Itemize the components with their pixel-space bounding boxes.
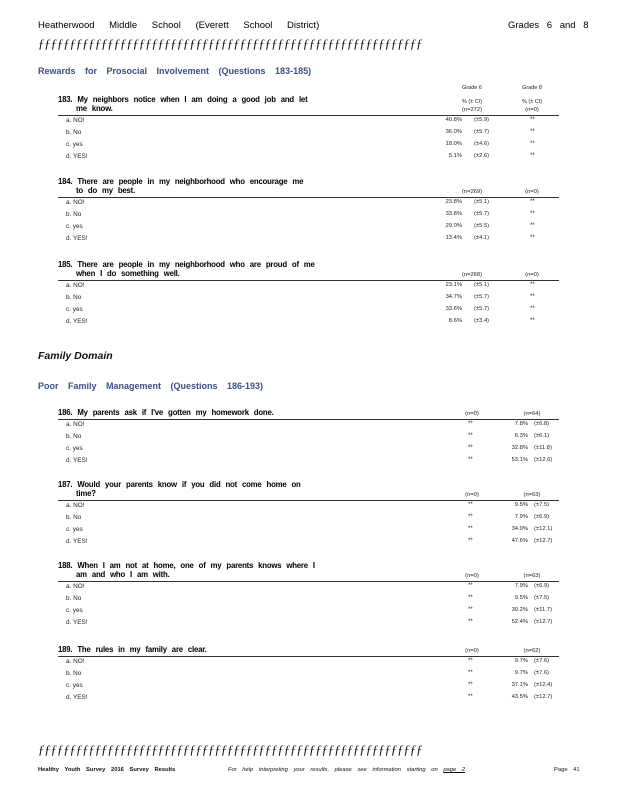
answer-option-label: c. yes — [66, 445, 83, 452]
grades-header: Grades 6 and 8 — [508, 20, 589, 31]
grade8-suppressed: ** — [530, 235, 535, 241]
grade8-percent: 9.5% — [514, 502, 528, 508]
sample-size-grade6: (n=269) — [461, 189, 483, 195]
grade8-ci: (±11.7) — [534, 607, 552, 613]
sample-size-grade8: (n=63) — [523, 573, 541, 579]
grade8-suppressed: ** — [530, 318, 535, 324]
grade8-ci: (±6.9) — [534, 583, 550, 589]
grade6-ci: (±5.7) — [474, 306, 490, 312]
answer-option-label: c. yes — [66, 682, 83, 689]
grade8-suppressed: ** — [530, 141, 535, 147]
answer-option-label: c. yes — [66, 306, 83, 313]
question-text-cont: when I do something well. — [76, 269, 180, 278]
question-text: 188. When I am not at home, one of my parents knows where I — [58, 561, 315, 570]
question-divider — [58, 197, 559, 198]
grade6-suppressed: ** — [468, 583, 473, 589]
school-header: Heatherwood Middle School (Everett School District) — [38, 20, 320, 31]
footer-help-label: For help interpreting your results, please see information starting on — [228, 767, 438, 773]
grade6-suppressed: ** — [468, 538, 473, 544]
grade8-percent: 47.6% — [511, 538, 528, 544]
answer-option-label: b. No — [66, 129, 82, 136]
grade8-suppressed: ** — [530, 129, 535, 135]
grade6-ci: (±5.7) — [474, 211, 490, 217]
grade8-ci: (±6.1) — [534, 433, 550, 439]
answer-option-label: c. yes — [66, 223, 83, 230]
answer-option-label: b. No — [66, 595, 82, 602]
grade6-percent: 33.6% — [445, 306, 462, 312]
grade6-percent: 36.0% — [445, 129, 462, 135]
sample-size-grade8: (n=62) — [523, 648, 541, 654]
col-header-grade8: Grade 8 — [522, 85, 542, 91]
answer-option-label: d. YES! — [66, 694, 88, 701]
grade8-percent: 9.7% — [514, 670, 528, 676]
section-title-rewards: Rewards for Prosocial Involvement (Questions 183-185) — [38, 66, 312, 76]
answer-option-label: d. YES! — [66, 538, 88, 545]
grade6-suppressed: ** — [468, 502, 473, 508]
grade6-percent: 33.8% — [445, 211, 462, 217]
grade8-suppressed: ** — [530, 294, 535, 300]
grade6-ci: (±5.9) — [474, 117, 490, 123]
grade8-percent: 32.8% — [511, 445, 528, 451]
answer-option-label: a. NO! — [66, 199, 85, 206]
answer-option-label: c. yes — [66, 141, 83, 148]
question-text-cont: time? — [76, 489, 96, 498]
grade8-ci: (±11.8) — [534, 445, 552, 451]
question-divider — [58, 500, 559, 501]
grade6-suppressed: ** — [468, 658, 473, 664]
grade6-suppressed: ** — [468, 421, 473, 427]
sample-size-grade6: (n=0) — [465, 573, 479, 579]
grade8-ci: (±12.7) — [534, 619, 553, 625]
grade8-suppressed: ** — [530, 153, 535, 159]
grade8-suppressed: ** — [530, 211, 535, 217]
grade8-suppressed: ** — [530, 282, 535, 288]
grade6-ci: (±4.1) — [474, 235, 490, 241]
col-header-grade6: Grade 6 — [462, 85, 482, 91]
grade6-percent: 18.0% — [445, 141, 462, 147]
question-text: 185. There are people in my neighborhood who are proud of me — [58, 260, 315, 269]
grade8-suppressed: ** — [530, 223, 535, 229]
grade8-ci: (±6.9) — [534, 514, 550, 520]
grade6-ci: (±2.6) — [474, 153, 490, 159]
answer-option-label: d. YES! — [66, 457, 88, 464]
question-text: 186. My parents ask if I've gotten my homework done. — [58, 408, 274, 417]
grade6-suppressed: ** — [468, 670, 473, 676]
grade6-percent: 34.7% — [445, 294, 462, 300]
question-text: 183. My neighbors notice when I am doing a good job and let — [58, 95, 308, 104]
grade6-percent: 23.1% — [445, 282, 462, 288]
sample-size-grade6: (n=268) — [461, 272, 483, 278]
grade8-ci: (±12.7) — [534, 694, 553, 700]
answer-option-label: d. YES! — [66, 619, 88, 626]
question-text-cont: to do my best. — [76, 186, 136, 195]
grade6-percent: 13.4% — [445, 235, 462, 241]
grade6-percent: 40.8% — [445, 117, 462, 123]
answer-option-label: a. NO! — [66, 502, 85, 509]
sample-size-grade8: (n=0) — [525, 107, 539, 113]
footer-help-text — [228, 767, 465, 773]
grade8-suppressed: ** — [530, 306, 535, 312]
answer-option-label: a. NO! — [66, 117, 85, 124]
answer-option-label: b. No — [66, 211, 82, 218]
grade8-percent: 7.9% — [514, 583, 528, 589]
grade8-ci: (±12.1) — [534, 526, 553, 532]
answer-option-label: b. No — [66, 670, 82, 677]
grade8-ci: (±7.5) — [534, 595, 550, 601]
answer-option-label: a. NO! — [66, 583, 85, 590]
question-divider — [58, 115, 559, 116]
question-text-cont: am and who I am with. — [76, 570, 170, 579]
grade8-percent: 6.3% — [514, 433, 528, 439]
question-text: 187. Would your parents know if you did not come home on — [58, 480, 301, 489]
grade6-ci: (±4.6) — [474, 141, 490, 147]
grade6-ci: (±3.4) — [474, 318, 490, 324]
grade8-ci: (±7.6) — [534, 670, 550, 676]
grade8-suppressed: ** — [530, 199, 535, 205]
grade8-percent: 43.5% — [511, 694, 528, 700]
answer-option-label: b. No — [66, 514, 82, 521]
answer-option-label: a. NO! — [66, 282, 85, 289]
answer-option-label: d. YES! — [66, 153, 88, 160]
answer-option-label: d. YES! — [66, 318, 88, 325]
grade8-suppressed: ** — [530, 117, 535, 123]
grade6-percent: 23.8% — [445, 199, 462, 205]
answer-option-label: c. yes — [66, 526, 83, 533]
grade6-percent: 29.0% — [445, 223, 462, 229]
grade6-suppressed: ** — [468, 694, 473, 700]
domain-title: Family Domain — [38, 350, 113, 362]
question-text-cont: me know. — [76, 104, 113, 113]
grade6-suppressed: ** — [468, 526, 473, 532]
grade6-suppressed: ** — [468, 445, 473, 451]
grade6-ci: (±5.1) — [474, 282, 490, 288]
footer-page-link[interactable]: page 2 — [443, 767, 466, 773]
decorative-rule-top: ƒƒƒƒƒƒƒƒƒƒƒƒƒƒƒƒƒƒƒƒƒƒƒƒƒƒƒƒƒƒƒƒƒƒƒƒƒƒƒƒƒƒƒƒƒƒƒƒƒƒƒƒƒƒƒƒƒƒƒƒƒ — [38, 36, 423, 51]
grade8-ci: (±7.6) — [534, 658, 550, 664]
grade8-percent: 7.8% — [514, 421, 528, 427]
answer-option-label: a. NO! — [66, 421, 85, 428]
sample-size-grade6: (n=272) — [461, 107, 483, 113]
question-divider — [58, 280, 559, 281]
sample-size-grade8: (n=64) — [523, 411, 541, 417]
sample-size-grade8: (n=0) — [525, 189, 539, 195]
col-pct-grade6: % (± CI) — [461, 99, 483, 105]
grade8-percent: 37.1% — [511, 682, 528, 688]
answer-option-label: b. No — [66, 433, 82, 440]
question-divider — [58, 419, 559, 420]
grade6-suppressed: ** — [468, 607, 473, 613]
grade6-percent: 8.6% — [448, 318, 462, 324]
grade6-ci: (±5.5) — [474, 223, 490, 229]
footer-page-number: Page 41 — [554, 767, 580, 773]
grade6-suppressed: ** — [468, 682, 473, 688]
grade6-percent: 5.1% — [448, 153, 462, 159]
grade8-percent: 52.4% — [511, 619, 528, 625]
grade8-ci: (±7.5) — [534, 502, 550, 508]
grade8-percent: 7.9% — [514, 514, 528, 520]
question-divider — [58, 581, 559, 582]
grade6-suppressed: ** — [468, 514, 473, 520]
grade8-percent: 30.2% — [511, 607, 528, 613]
grade8-ci: (±6.8) — [534, 421, 550, 427]
footer-survey-name: Healthy Youth Survey 2016 Survey Results — [38, 767, 176, 773]
question-text: 184. There are people in my neighborhood who encourage me — [58, 177, 304, 186]
grade6-suppressed: ** — [468, 433, 473, 439]
grade6-suppressed: ** — [468, 457, 473, 463]
grade8-percent: 9.7% — [514, 658, 528, 664]
grade6-ci: (±5.1) — [474, 199, 490, 205]
grade8-ci: (±12.4) — [534, 682, 553, 688]
grade6-suppressed: ** — [468, 595, 473, 601]
grade6-ci: (±5.7) — [474, 294, 490, 300]
answer-option-label: c. yes — [66, 607, 83, 614]
answer-option-label: a. NO! — [66, 658, 85, 665]
sample-size-grade6: (n=0) — [465, 492, 479, 498]
answer-option-label: d. YES! — [66, 235, 88, 242]
question-divider — [58, 656, 559, 657]
question-text: 189. The rules in my family are clear. — [58, 645, 207, 654]
sample-size-grade6: (n=0) — [465, 411, 479, 417]
grade8-ci: (±12.6) — [534, 457, 553, 463]
section-title-family-management: Poor Family Management (Questions 186-193) — [38, 381, 264, 391]
sample-size-grade8: (n=63) — [523, 492, 541, 498]
grade8-ci: (±12.7) — [534, 538, 553, 544]
sample-size-grade6: (n=0) — [465, 648, 479, 654]
answer-option-label: b. No — [66, 294, 82, 301]
grade8-percent: 9.5% — [514, 595, 528, 601]
decorative-rule-bottom: ƒƒƒƒƒƒƒƒƒƒƒƒƒƒƒƒƒƒƒƒƒƒƒƒƒƒƒƒƒƒƒƒƒƒƒƒƒƒƒƒƒƒƒƒƒƒƒƒƒƒƒƒƒƒƒƒƒƒƒƒƒ — [38, 742, 423, 757]
col-pct-grade8: % (± CI) — [521, 99, 543, 105]
grade6-ci: (±5.7) — [474, 129, 490, 135]
grade6-suppressed: ** — [468, 619, 473, 625]
sample-size-grade8: (n=0) — [525, 272, 539, 278]
grade8-percent: 34.9% — [511, 526, 528, 532]
grade8-percent: 53.1% — [511, 457, 528, 463]
